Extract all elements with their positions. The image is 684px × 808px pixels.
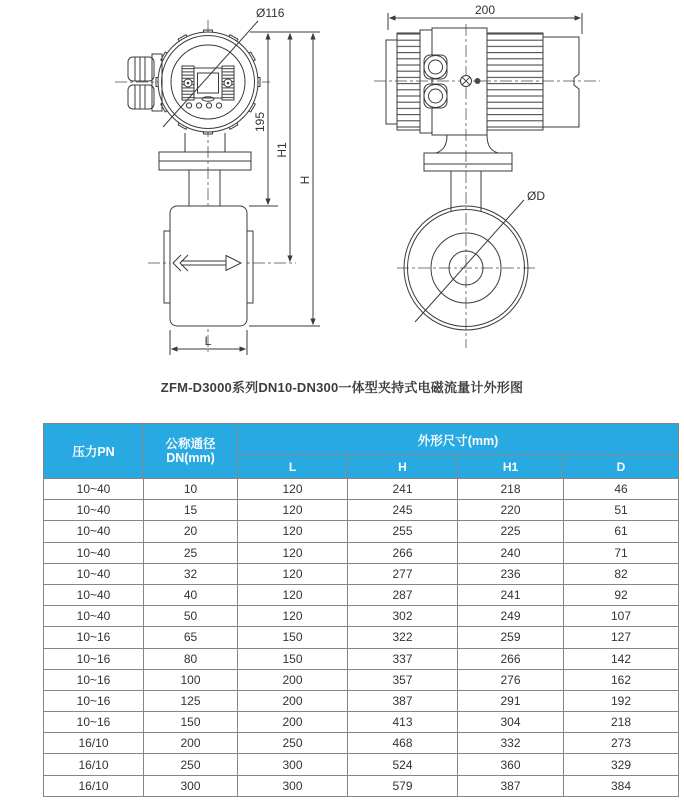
table-cell: 241 [348, 479, 458, 500]
table-row [44, 754, 679, 775]
table-cell: 413 [348, 712, 458, 733]
table-cell: 357 [348, 669, 458, 690]
table-cell: 20 [144, 521, 238, 542]
table-cell: 255 [348, 521, 458, 542]
spec-table-body [44, 479, 679, 797]
table-cell: 236 [458, 563, 564, 584]
table-cell: 579 [348, 775, 458, 796]
header-col-h: H [348, 456, 458, 479]
table-cell: 524 [348, 754, 458, 775]
table-cell: 322 [348, 627, 458, 648]
table-cell: 276 [458, 669, 564, 690]
dim-label-dia116: Ø116 [256, 6, 285, 20]
table-row [44, 584, 679, 605]
table-cell: 82 [564, 563, 679, 584]
table-cell: 10~40 [44, 521, 144, 542]
table-cell: 291 [458, 690, 564, 711]
table-cell: 266 [458, 648, 564, 669]
table-cell: 200 [238, 712, 348, 733]
table-cell: 10~16 [44, 690, 144, 711]
table-row [44, 669, 679, 690]
table-cell: 32 [144, 563, 238, 584]
table-cell: 329 [564, 754, 679, 775]
table-cell: 120 [238, 584, 348, 605]
table-cell: 120 [238, 479, 348, 500]
table-cell: 218 [458, 479, 564, 500]
table-cell: 10~40 [44, 563, 144, 584]
side-dimensions [388, 3, 582, 34]
table-cell: 16/10 [44, 733, 144, 754]
table-cell: 10~16 [44, 669, 144, 690]
header-dims-group: 外形尺寸(mm) [238, 424, 679, 456]
side-view [374, 3, 600, 348]
table-row [44, 479, 679, 500]
dim-label-195: 195 [253, 111, 267, 133]
table-row [44, 500, 679, 521]
table-cell: 120 [238, 542, 348, 563]
table-cell: 61 [564, 521, 679, 542]
dim-label-h: H [298, 175, 312, 185]
table-cell: 200 [238, 690, 348, 711]
table-cell: 10~16 [44, 712, 144, 733]
table-cell: 302 [348, 606, 458, 627]
table-cell: 337 [348, 648, 458, 669]
table-cell: 150 [238, 627, 348, 648]
table-cell: 150 [144, 712, 238, 733]
header-col-d: D [564, 456, 679, 479]
table-cell: 150 [238, 648, 348, 669]
table-row [44, 521, 679, 542]
table-cell: 387 [348, 690, 458, 711]
spec-table-header [44, 424, 679, 479]
table-cell: 142 [564, 648, 679, 669]
cable-glands-side [424, 55, 447, 108]
header-dn [144, 424, 238, 479]
header-dn-line1: 公称通径 [165, 437, 216, 451]
header-pressure: 压力PN [44, 424, 144, 479]
table-cell: 120 [238, 606, 348, 627]
table-row [44, 627, 679, 648]
table-cell: 65 [144, 627, 238, 648]
outline-drawing [0, 0, 684, 370]
table-row [44, 775, 679, 796]
table-cell: 300 [144, 775, 238, 796]
table-cell: 46 [564, 479, 679, 500]
table-row [44, 690, 679, 711]
table-cell: 387 [458, 775, 564, 796]
table-cell: 304 [458, 712, 564, 733]
sensor-body-side [404, 189, 545, 330]
header-dn-line2: DN(mm) [166, 451, 215, 465]
spec-table [43, 423, 679, 797]
table-cell: 240 [458, 542, 564, 563]
table-cell: 245 [348, 500, 458, 521]
table-row [44, 542, 679, 563]
table-cell: 384 [564, 775, 679, 796]
table-cell: 192 [564, 690, 679, 711]
table-cell: 71 [564, 542, 679, 563]
table-cell: 218 [564, 712, 679, 733]
table-cell: 250 [144, 754, 238, 775]
mounting-flange-side [424, 153, 512, 171]
table-cell: 16/10 [44, 775, 144, 796]
sensor-body-front [164, 206, 253, 326]
table-cell: 162 [564, 669, 679, 690]
table-cell: 107 [564, 606, 679, 627]
table-cell: 300 [238, 775, 348, 796]
table-cell: 15 [144, 500, 238, 521]
dim-label-h1: H1 [275, 142, 289, 158]
table-cell: 468 [348, 733, 458, 754]
table-cell: 360 [458, 754, 564, 775]
table-row [44, 606, 679, 627]
housing-screw [461, 76, 481, 87]
table-row [44, 563, 679, 584]
table-cell: 125 [144, 690, 238, 711]
table-cell: 92 [564, 584, 679, 605]
dim-label-dia-d: ØD [527, 189, 545, 203]
drawing-caption: ZFM-D3000系列DN10-DN300一体型夹持式电磁流量计外形图 [160, 380, 524, 395]
table-cell: 51 [564, 500, 679, 521]
table-cell: 249 [458, 606, 564, 627]
table-cell: 225 [458, 521, 564, 542]
table-cell: 273 [564, 733, 679, 754]
table-cell: 120 [238, 563, 348, 584]
table-cell: 10~16 [44, 648, 144, 669]
table-cell: 259 [458, 627, 564, 648]
table-cell: 10 [144, 479, 238, 500]
table-cell: 10~40 [44, 584, 144, 605]
table-cell: 120 [238, 521, 348, 542]
table-cell: 10~40 [44, 479, 144, 500]
table-cell: 10~40 [44, 542, 144, 563]
table-cell: 10~16 [44, 627, 144, 648]
table-cell: 332 [458, 733, 564, 754]
table-cell: 200 [144, 733, 238, 754]
table-cell: 100 [144, 669, 238, 690]
table-cell: 50 [144, 606, 238, 627]
cable-glands-front [128, 54, 162, 111]
table-cell: 287 [348, 584, 458, 605]
table-cell: 40 [144, 584, 238, 605]
front-view [115, 6, 320, 355]
table-cell: 250 [238, 733, 348, 754]
table-cell: 266 [348, 542, 458, 563]
table-row [44, 648, 679, 669]
table-cell: 120 [238, 500, 348, 521]
table-cell: 10~40 [44, 606, 144, 627]
table-cell: 300 [238, 754, 348, 775]
table-row [44, 712, 679, 733]
table-cell: 241 [458, 584, 564, 605]
table-cell: 220 [458, 500, 564, 521]
table-cell: 277 [348, 563, 458, 584]
header-col-l: L [238, 456, 348, 479]
table-cell: 16/10 [44, 754, 144, 775]
table-cell: 10~40 [44, 500, 144, 521]
table-cell: 25 [144, 542, 238, 563]
table-row [44, 733, 679, 754]
converter-housing-side [386, 28, 579, 135]
header-col-h1: H1 [458, 456, 564, 479]
table-cell: 200 [238, 669, 348, 690]
dim-label-200: 200 [474, 3, 496, 17]
table-cell: 127 [564, 627, 679, 648]
table-cell: 80 [144, 648, 238, 669]
dim-label-l: L [204, 334, 212, 348]
